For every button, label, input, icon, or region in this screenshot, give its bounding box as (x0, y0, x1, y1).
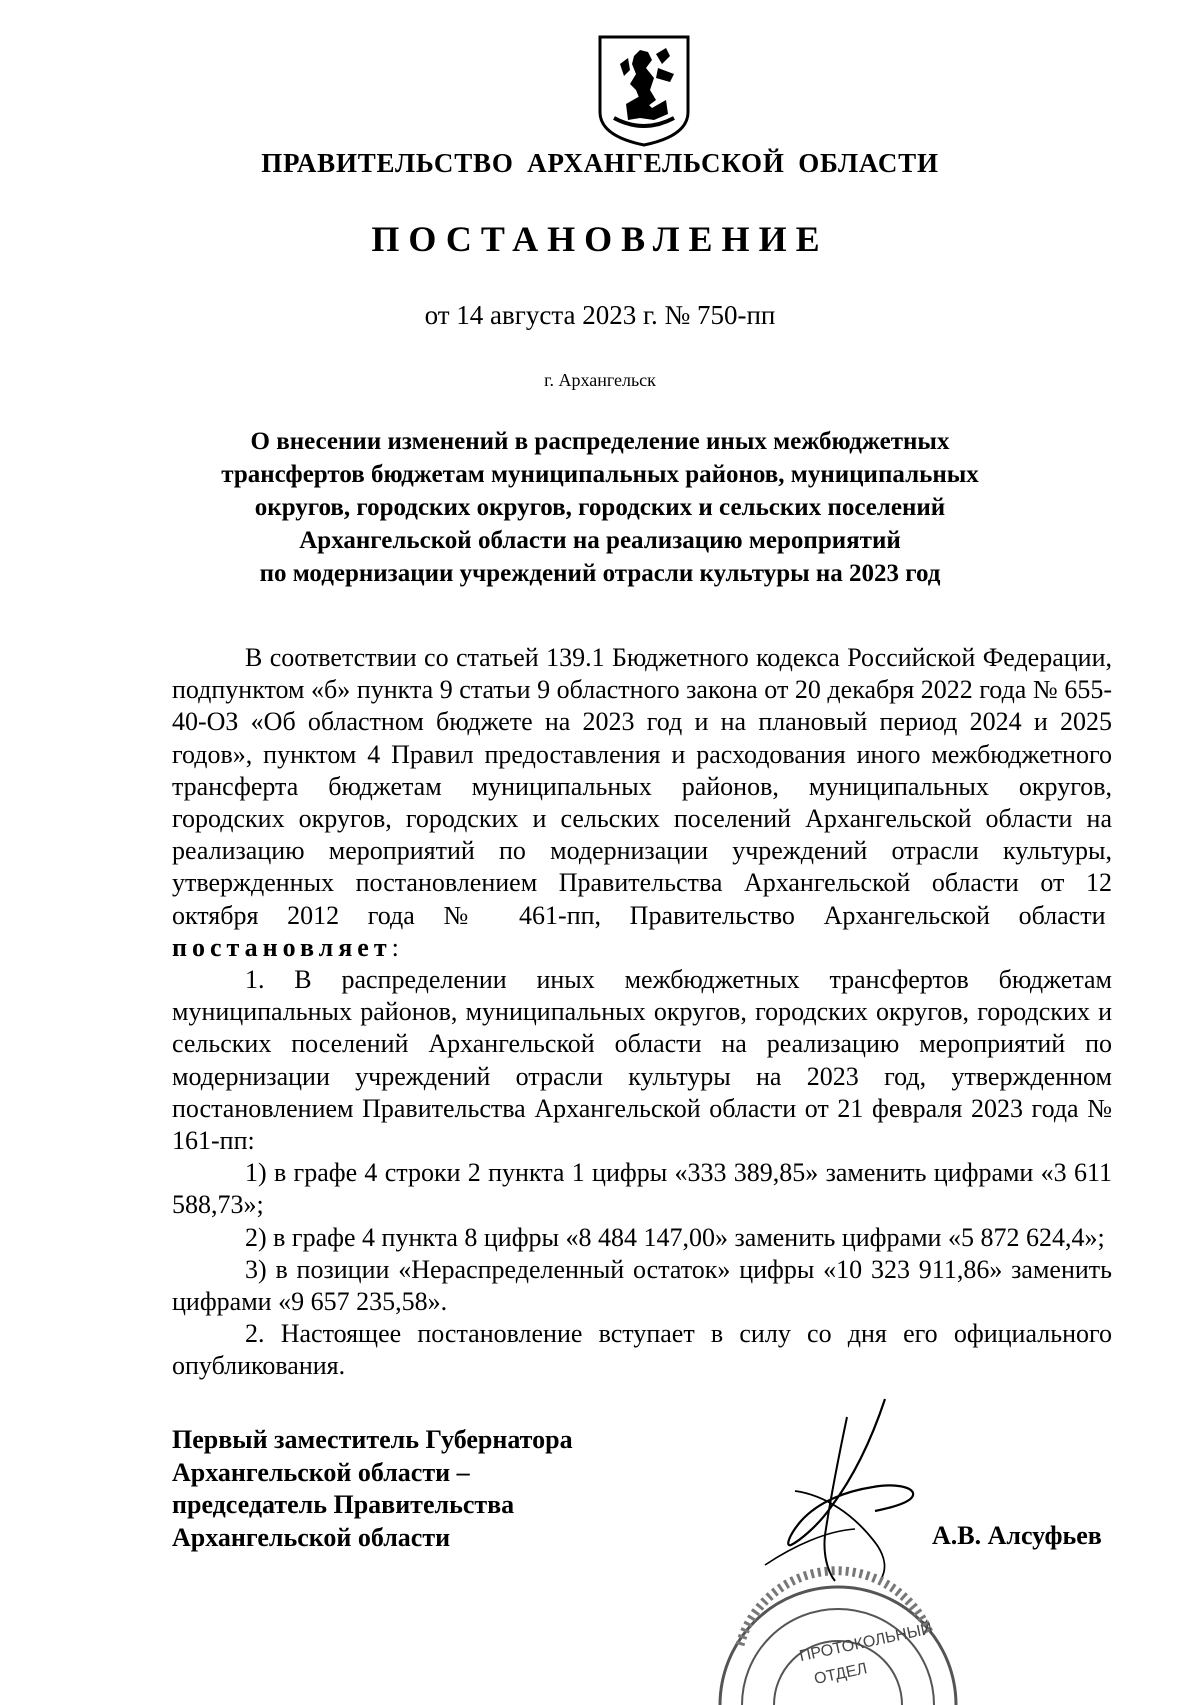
decree-colon: : (391, 932, 399, 962)
signer-position (172, 1424, 573, 1554)
subitem-1-paragraph: 1) в графе 4 строки 2 пункта 1 цифры «333 389,85» заменить цифрами «3 611 588,73»; (172, 1158, 1112, 1220)
document-body (172, 642, 1112, 1383)
government-name: ПРАВИТЕЛЬСТВО АРХАНГЕЛЬСКОЙ ОБЛАСТИ (261, 148, 939, 178)
preamble-paragraph (172, 642, 1112, 964)
stamp-center-line-2: ОТДЕЛ (812, 1660, 869, 1689)
official-seal-stamp (680, 1535, 1000, 1705)
title-line: О внесении изменений в распределение иных межбюджетных (250, 428, 950, 455)
signer-name: А.В. Алсуфьев (932, 1521, 1102, 1550)
title-line: округов, городских округов, городских и сельских поселений (254, 494, 946, 521)
signer-position-line: Архангельской области – (172, 1457, 470, 1487)
coat-of-arms-emblem (596, 34, 692, 148)
signer-position-line: Первый заместитель Губернатора (172, 1425, 573, 1454)
document-type: ПОСТАНОВЛЕНИЕ (371, 219, 829, 259)
title-line: по модернизации учреждений отрасли культуры на 2023 год (259, 560, 941, 587)
document-title (180, 425, 1020, 590)
stamp-center-line-1: ПРОТОКОЛЬНЫЙ (797, 1620, 934, 1666)
signer-position-line: Архангельской области (172, 1522, 451, 1552)
item-2-paragraph: 2. Настоящее постановление вступает в силу со дня его официального опубликования. (172, 1319, 1112, 1381)
document-date-number: от 14 августа 2023 г. № 750-пп (424, 300, 776, 330)
title-line: Архангельской области на реализацию мероприятий (299, 527, 901, 554)
decree-word: постановляет (172, 932, 392, 962)
item-1-paragraph: 1. В распределении иных межбюджетных трансфертов бюджетам муниципальных районов, муниципальных округов, городских округов, городских и сельских поселений Архангельской области на реализацию мероприятий по модернизации учреждений отрасли культуры на 2023 год, утвержденном постановлением Правительства Архангельской области от 21 февраля 2023 года № 161-пп: (172, 965, 1112, 1156)
subitem-3-paragraph: 3) в позиции «Нераспределенный остаток» цифры «10 323 911,86» заменить цифрами «9 657 235,58». (172, 1254, 1112, 1317)
subitem-2-paragraph: 2) в графе 4 пункта 8 цифры «8 484 147,00» заменить цифрами «5 872 624,4»; (245, 1222, 1105, 1252)
document-city: г. Архангельск (544, 370, 656, 390)
title-line: трансфертов бюджетам муниципальных районов, муниципальных (221, 461, 979, 488)
signer-position-line: председатель Правительства (172, 1490, 515, 1519)
preamble-text: В соответствии со статьей 139.1 Бюджетного кодекса Российской Федерации, подпунктом «б» пункта 9 статьи 9 областного закона от 20 декабря 2022 года № 655-40-ОЗ «Об областном бюджете на 2023 год и на плановый период 2024 и 2025 годов», пунктом 4 Правил предоставления и расходования иного межбюджетного трансферта бюджетам муниципальных районов, муниципальных округов, городских округов, городских и сельских поселений Архангельской области на реализацию мероприятий по модернизации учреждений отрасли культуры, утвержденных постановлением Правительства Архангельской области от 12 октября 2012 года № 461-пп, Правительство Архангельской области (172, 643, 1112, 930)
